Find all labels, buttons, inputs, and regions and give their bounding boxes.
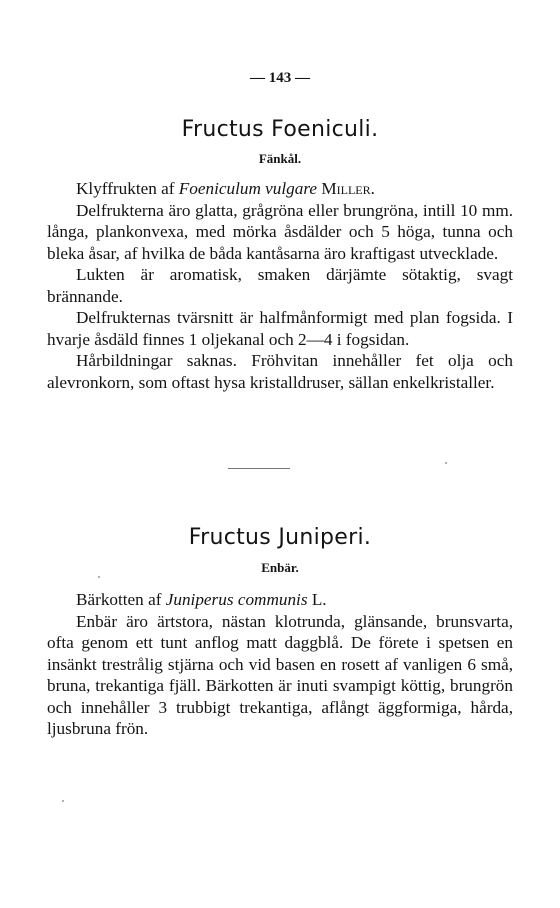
section-title-juniperi: Fructus Juniperi. <box>188 525 372 550</box>
author-name: Miller <box>321 179 371 198</box>
paragraph <box>47 589 513 611</box>
text-run: Klyffrukten af <box>76 179 179 198</box>
section-body-foeniculi <box>47 178 513 393</box>
species-name: Juniperus communis <box>165 590 308 609</box>
section-divider <box>228 468 290 469</box>
section-body-juniperi <box>47 589 513 740</box>
paragraph: Delfrukterna äro glatta, grågröna eller brungröna, intill 10 mm. långa, plankonvexa, med mörka åsdälder och 5 höga, tunna och bleka åsar, af hvilka de båda kantåsarna äro kraftigast utvecklade. <box>47 200 513 263</box>
paragraph: Delfrukternas tvärsnitt är halfmånformigt med plan fogsida. I hvarje åsdäld finnes 1 oljekanal och 2—4 i fogsidan. <box>47 308 513 349</box>
paper-speck <box>445 462 447 464</box>
species-name: Foeniculum vulgare <box>178 179 318 198</box>
paragraph: Hårbildningar saknas. Fröhvitan innehåller fet olja och alevronkorn, som oftast hysa kristalldruser, sällan enkelkristaller. <box>47 351 513 392</box>
section-title-foeniculi: Fructus Foeniculi. <box>181 117 379 142</box>
text-run: Bärkotten af <box>76 590 166 609</box>
paper-speck <box>62 800 64 802</box>
text-run: . <box>370 179 375 198</box>
section-subtitle-juniperi: Enbär. <box>261 560 299 575</box>
page-number: — 143 — <box>250 70 310 86</box>
text-run: L. <box>307 590 327 609</box>
paragraph: Lukten är aromatisk, smaken därjämte sötaktig, svagt brännande. <box>47 265 513 306</box>
paper-speck <box>98 576 100 578</box>
paragraph: Enbär äro ärtstora, nästan klotrunda, glänsande, brunsvarta, ofta genom ett tunt anflog matt daggblå. De förete i spetsen en insänkt trestrålig stjärna och vid basen en rosett af vanligen 6 små, bruna, trekantiga fjäll. Bärkotten är inuti svampigt köttig, brungrön och innehåller 3 trubbigt trekantiga, aflångt äggformiga, hårda, ljusbruna frön. <box>47 611 513 738</box>
section-subtitle-foeniculi: Fänkål. <box>258 151 302 166</box>
paragraph <box>47 178 513 200</box>
